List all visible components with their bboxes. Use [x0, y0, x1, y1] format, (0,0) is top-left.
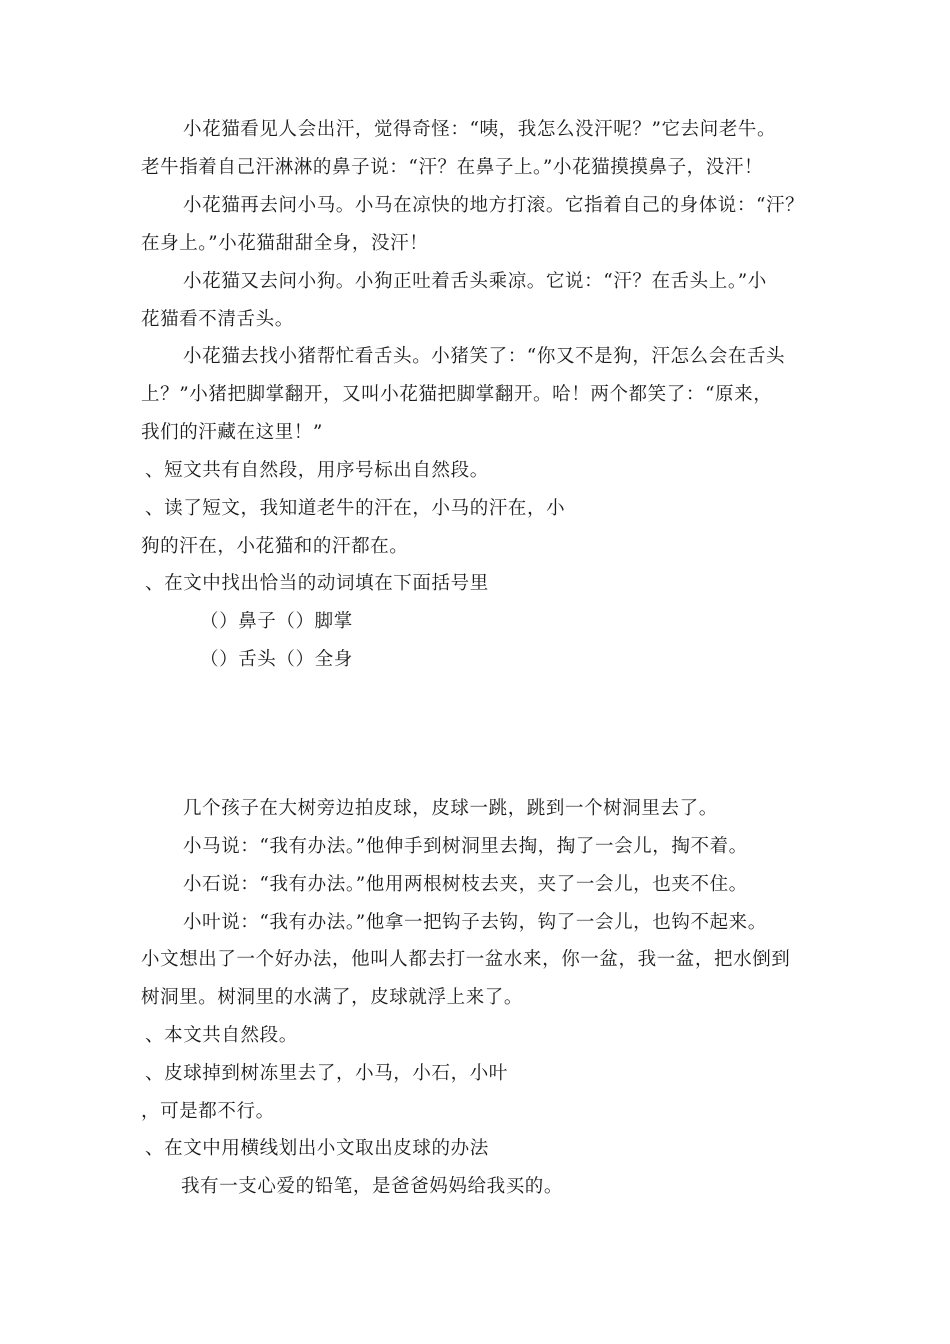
- passage1-line-3: 小花猫再去问小马。小马在凉快的地方打滚。它指着自己的身体说：“汗？: [183, 195, 805, 216]
- passage1-line-9: 我们的汗藏在这里！”: [141, 422, 323, 443]
- passage2-question-2-cont: ，可是都不行。: [141, 1101, 275, 1122]
- passage1-line-1: 小花猫看见人会出汗，觉得奇怪：“咦，我怎么没汗呢？”它去问老牛。: [183, 119, 777, 140]
- passage2-question-3: 、在文中用横线划出小文取出皮球的办法: [145, 1138, 489, 1159]
- passage2-line-1: 几个孩子在大树旁边拍皮球，皮球一跳，跳到一个树洞里去了。: [183, 798, 718, 819]
- passage1-blank-row-1: （）鼻子（）脚掌: [200, 611, 353, 632]
- passage1-question-1: 、短文共有自然段，用序号标出自然段。: [145, 460, 489, 481]
- passage1-question-2: 、读了短文，我知道老牛的汗在，小马的汗在，小: [145, 498, 566, 519]
- passage1-line-2: 老牛指着自己汗淋淋的鼻子说：“汗？在鼻子上。”小花猫摸摸鼻子，没汗！: [141, 157, 764, 178]
- passage2-line-4: 小叶说：“我有办法。”他拿一把钩子去钩，钩了一会儿，也钩不起来。: [183, 912, 767, 933]
- passage1-question-3: 、在文中找出恰当的动词填在下面括号里: [145, 573, 489, 594]
- passage2-line-6: 树洞里。树洞里的水满了，皮球就浮上来了。: [141, 987, 524, 1008]
- passage1-blank-row-2: （）舌头（）全身: [200, 649, 353, 670]
- passage1-line-7: 小花猫去找小猪帮忙看舌头。小猪笑了：“你又不是狗，汗怎么会在舌头: [183, 346, 786, 367]
- passage1-line-4: 在身上。”小花猫甜甜全身，没汗！: [141, 233, 429, 254]
- passage2-line-2: 小马说：“我有办法。”他伸手到树洞里去掏，掏了一会儿，掏不着。: [183, 836, 748, 857]
- passage2-question-2: 、皮球掉到树冻里去了，小马，小石，小叶: [145, 1063, 508, 1084]
- passage2-line-3: 小石说：“我有办法。”他用两根树枝去夹，夹了一会儿，也夹不住。: [183, 874, 748, 895]
- passage1-question-2-cont: 狗的汗在，小花猫和的汗都在。: [141, 536, 409, 557]
- passage2-line-5: 小文想出了一个好办法，他叫人都去打一盆水来，你一盆，我一盆，把水倒到: [141, 949, 791, 970]
- passage1-line-8: 上？”小猪把脚掌翻开，又叫小花猫把脚掌翻开。哈！两个都笑了：“原来，: [141, 384, 773, 405]
- passage1-line-6: 花猫看不清舌头。: [141, 309, 294, 330]
- passage3-line-1: 我有一支心爱的铅笔，是爸爸妈妈给我买的。: [181, 1176, 564, 1197]
- passage1-line-5: 小花猫又去问小狗。小狗正吐着舌头乘凉。它说：“汗？在舌头上。”小: [183, 271, 767, 292]
- passage2-question-1: 、本文共自然段。: [145, 1025, 298, 1046]
